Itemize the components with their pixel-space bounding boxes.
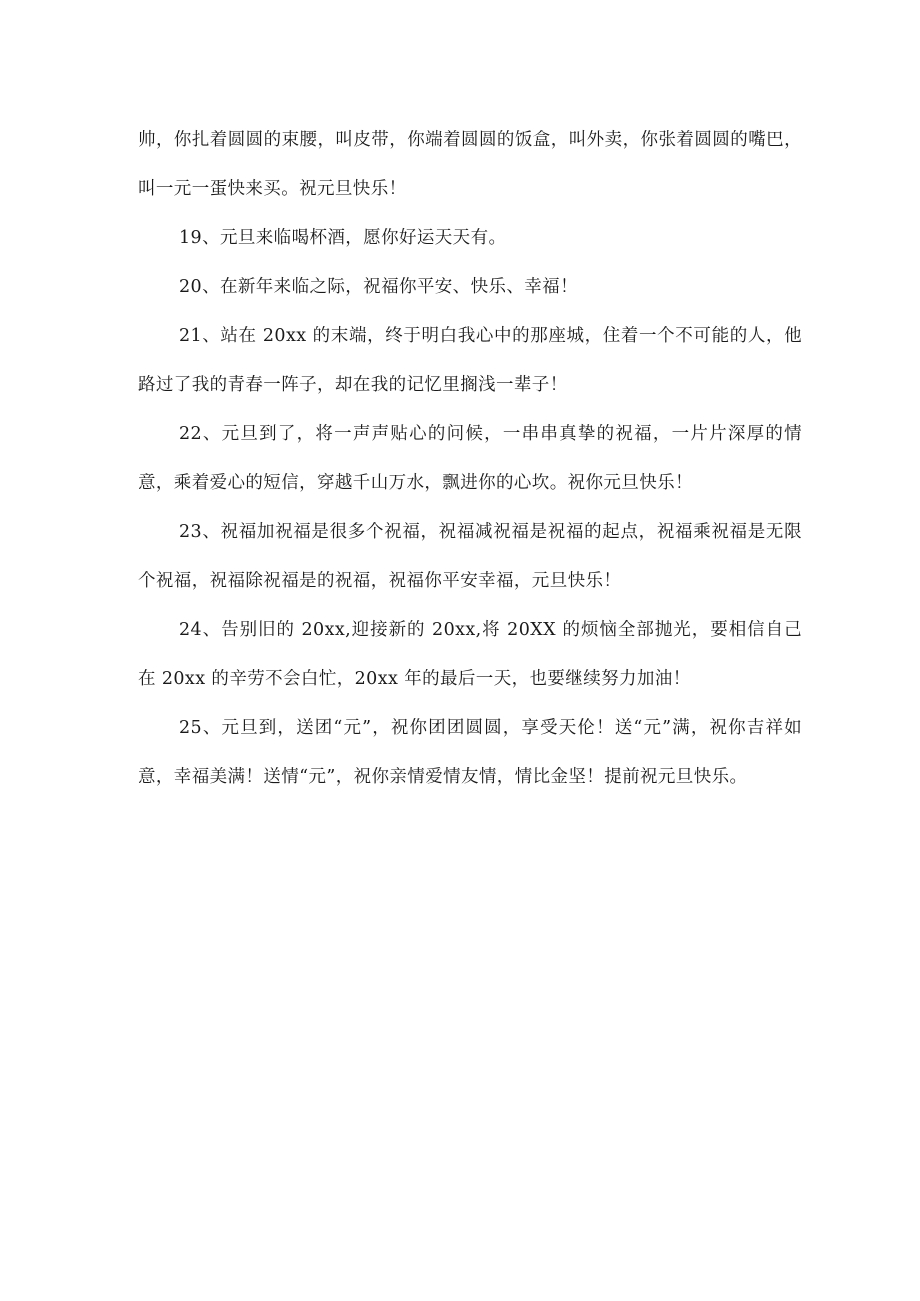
paragraph-21: 21、站在 20xx 的末端，终于明白我心中的那座城，住着一个不可能的人，他路过了我的青春一阵子，却在我的记忆里搁浅一辈子！ xyxy=(138,326,802,395)
paragraph-23: 23、祝福加祝福是很多个祝福，祝福减祝福是祝福的起点，祝福乘祝福是无限个祝福，祝福除祝福是的祝福，祝福你平安幸福，元旦快乐！ xyxy=(138,522,802,591)
paragraph-20: 20、在新年来临之际，祝福你平安、快乐、幸福！ xyxy=(179,277,578,297)
paragraph-24: 24、告别旧的 20xx,迎接新的 20xx,将 20XX 的烦恼全部抛光，要相信自己在 20xx 的辛劳不会白忙，20xx 年的最后一天，也要继续努力加油！ xyxy=(138,620,802,689)
paragraph-continuation: 帅，你扎着圆圆的束腰，叫皮带，你端着圆圆的饭盒，叫外卖，你张着圆圆的嘴巴，叫一元一蛋快来买。祝元旦快乐！ xyxy=(138,130,802,199)
document-body xyxy=(138,116,802,802)
paragraph-22: 22、元旦到了，将一声声贴心的问候，一串串真挚的祝福，一片片深厚的情意，乘着爱心的短信，穿越千山万水，飘进你的心坎。祝你元旦快乐！ xyxy=(138,424,802,493)
paragraph-25: 25、元旦到，送团“元”，祝你团团圆圆，享受天伦！送“元”满，祝你吉祥如意，幸福美满！送情“元”，祝你亲情爱情友情，情比金坚！提前祝元旦快乐。 xyxy=(138,718,802,787)
paragraph-19: 19、元旦来临喝杯酒，愿你好运天天有。 xyxy=(179,228,507,248)
